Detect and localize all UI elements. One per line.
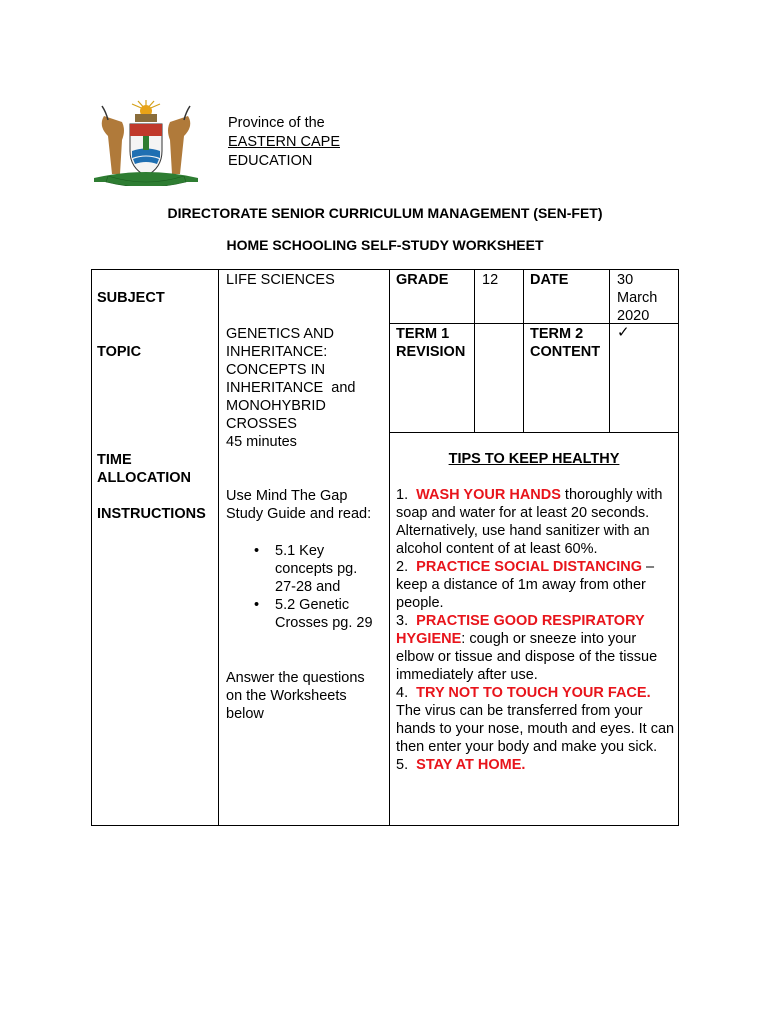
time-label-line-2: ALLOCATION bbox=[97, 470, 191, 486]
date-label: DATE bbox=[530, 272, 569, 288]
date-year: 2020 bbox=[617, 308, 650, 324]
instructions-line-1: Use Mind The Gap bbox=[226, 488, 348, 504]
bullet-line: 5.2 Genetic bbox=[275, 597, 350, 613]
subject-value: LIFE SCIENCES bbox=[226, 272, 335, 288]
instructions-label: INSTRUCTIONS bbox=[97, 506, 206, 522]
tip-heading: PRACTICE SOCIAL DISTANCING bbox=[416, 559, 642, 575]
instructions-bullet-item bbox=[248, 542, 379, 596]
checkmark-icon: ✓ bbox=[617, 324, 630, 341]
tip-body: The virus can be transferred from your hands to your nose, mouth and eyes. It can then enter your body and make you sick. bbox=[396, 703, 675, 755]
date-value bbox=[617, 271, 657, 325]
instructions-bullet-item bbox=[248, 596, 379, 632]
instructions-bullet-list bbox=[248, 542, 388, 632]
subject-label: SUBJECT bbox=[97, 290, 165, 306]
tip-body: : cough or sneeze into your elbow or tissue and dispose of the tissue immediately after use. bbox=[396, 631, 658, 683]
tip-item-1 bbox=[396, 486, 676, 558]
bullet-icon: • bbox=[254, 543, 260, 559]
tip-body: thoroughly with soap and water for at least 20 seconds. Alternatively, use hand sanitizer with an alcohol content of at least 60%. bbox=[396, 487, 663, 557]
tip-number: 1. bbox=[396, 487, 417, 503]
tip-item-4 bbox=[396, 684, 676, 756]
tip-number: 5. bbox=[396, 757, 417, 773]
answer-line: Answer the questions bbox=[226, 670, 365, 686]
tips-title: TIPS TO KEEP HEALTHY bbox=[448, 451, 620, 467]
bullet-line: 27-28 and bbox=[275, 579, 341, 595]
tip-item-3 bbox=[396, 612, 676, 684]
province-line-1: Province of the bbox=[228, 115, 325, 131]
tip-item-5 bbox=[396, 756, 676, 774]
tip-number: 2. bbox=[396, 559, 417, 575]
answer-line: below bbox=[226, 706, 264, 722]
answer-note bbox=[226, 669, 365, 723]
tip-heading: TRY NOT TO TOUCH YOUR FACE. bbox=[416, 685, 651, 701]
eastern-cape-crest-logo bbox=[90, 96, 202, 186]
topic-line: GENETICS AND bbox=[226, 326, 334, 342]
topic-line: MONOHYBRID bbox=[226, 398, 326, 414]
topic-line: INHERITANCE and bbox=[226, 380, 356, 396]
topic-line: CONCEPTS IN bbox=[226, 362, 326, 378]
term1-line-2: REVISION bbox=[396, 344, 466, 360]
term2-label bbox=[530, 325, 600, 361]
worksheet-heading: HOME SCHOOLING SELF-STUDY WORKSHEET bbox=[226, 237, 544, 253]
province-heading bbox=[228, 114, 340, 171]
province-line-2: EASTERN CAPE bbox=[228, 134, 340, 150]
topic-label: TOPIC bbox=[97, 344, 142, 360]
tip-number: 4. bbox=[396, 685, 417, 701]
tip-item-2 bbox=[396, 558, 676, 612]
topic-line: INHERITANCE: bbox=[226, 344, 328, 360]
topic-line: CROSSES bbox=[226, 416, 297, 432]
term2-line-1: TERM 2 bbox=[530, 326, 584, 342]
answer-line: on the Worksheets bbox=[226, 688, 347, 704]
grade-value: 12 bbox=[482, 272, 499, 288]
time-value: 45 minutes bbox=[226, 434, 297, 450]
tips-list bbox=[396, 486, 676, 774]
grade-label: GRADE bbox=[396, 272, 449, 288]
bullet-line: Crosses pg. 29 bbox=[275, 615, 373, 631]
term1-label bbox=[396, 325, 465, 361]
term2-line-2: CONTENT bbox=[530, 344, 601, 360]
province-line-3: EDUCATION bbox=[228, 153, 313, 169]
bullet-line: 5.1 Key bbox=[275, 543, 325, 559]
instructions-line-2: Study Guide and read: bbox=[226, 506, 372, 522]
date-month: March bbox=[617, 290, 658, 306]
tip-body: – keep a distance of 1m away from other people. bbox=[396, 559, 655, 611]
tip-number: 3. bbox=[396, 613, 417, 629]
instructions-intro bbox=[226, 487, 371, 523]
directorate-heading: DIRECTORATE SENIOR CURRICULUM MANAGEMENT (SEN-FET) bbox=[167, 205, 603, 221]
time-label-line-1: TIME bbox=[97, 452, 132, 468]
time-label bbox=[97, 451, 191, 487]
topic-value bbox=[226, 325, 355, 433]
bullet-icon: • bbox=[254, 597, 260, 613]
tip-heading: STAY AT HOME. bbox=[416, 757, 526, 773]
date-day: 30 bbox=[617, 272, 634, 288]
tip-heading: PRACTISE GOOD RESPIRATORY HYGIENE bbox=[396, 613, 645, 647]
bullet-line: concepts pg. bbox=[275, 561, 358, 577]
term1-line-1: TERM 1 bbox=[396, 326, 450, 342]
tip-heading: WASH YOUR HANDS bbox=[416, 487, 561, 503]
